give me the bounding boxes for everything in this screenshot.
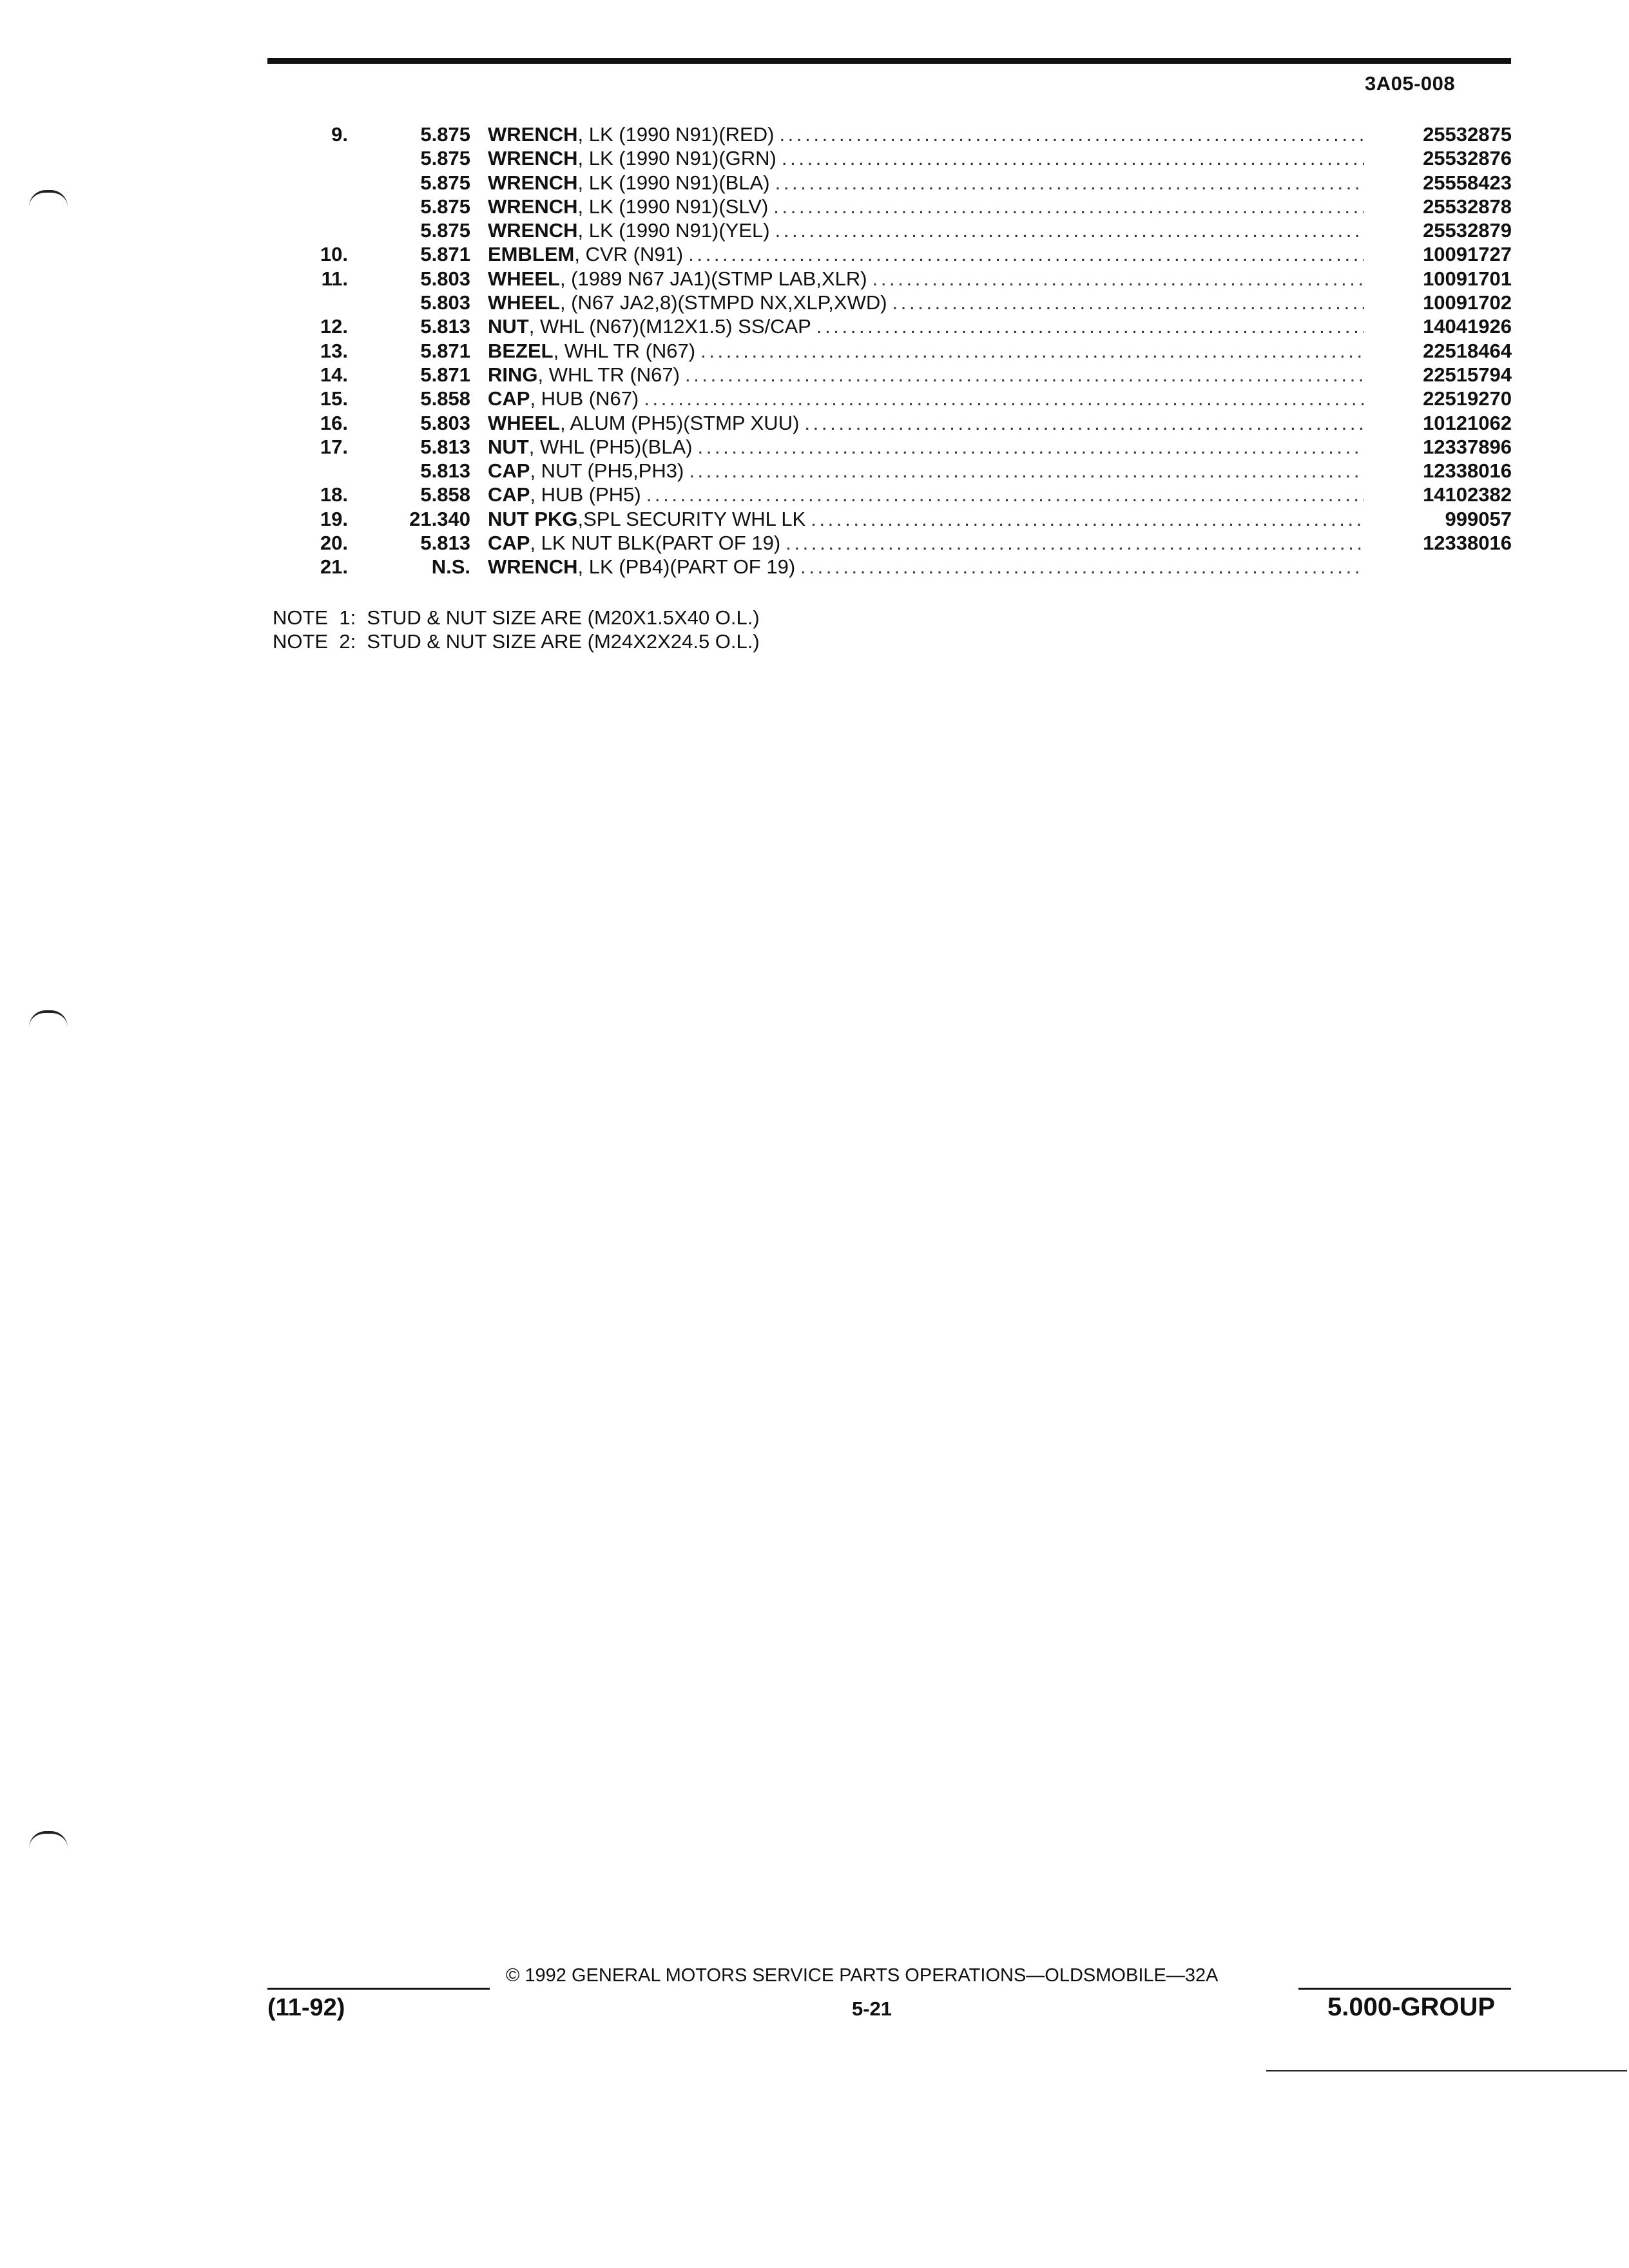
parts-row: [0, 483, 1629, 506]
part-name: WRENCH: [488, 171, 578, 194]
part-description: [488, 435, 1364, 459]
part-name: NUT: [488, 435, 529, 458]
group-number: 5.875: [420, 147, 470, 170]
leader-dots: [782, 146, 1364, 170]
footer-group: 5.000-GROUP: [1327, 1993, 1496, 2021]
group-number: 5.875: [420, 219, 470, 242]
item-number: 19.: [320, 507, 348, 530]
footer-rule-right: [1298, 1988, 1511, 1990]
leader-dots: [811, 507, 1364, 531]
leader-dots: [775, 218, 1364, 242]
parts-row: [0, 171, 1629, 195]
part-name: EMBLEM: [488, 243, 575, 266]
part-detail: , LK (1990 N91)(GRN): [577, 147, 776, 170]
group-number: 5.871: [420, 363, 470, 386]
item-number: 21.: [320, 555, 348, 579]
part-number: 25558423: [1423, 171, 1512, 194]
part-description: [488, 387, 1364, 410]
part-name: CAP: [488, 483, 530, 506]
group-number: 5.813: [420, 532, 470, 555]
parts-row: [0, 339, 1629, 363]
parts-row: [0, 555, 1629, 579]
item-number: 14.: [320, 363, 348, 386]
parts-row: [0, 122, 1629, 146]
top-rule: [267, 58, 1511, 64]
leader-dots: [773, 195, 1364, 218]
parts-row: [0, 531, 1629, 555]
binder-hole-mark: [29, 1010, 68, 1027]
group-number: 5.803: [420, 267, 470, 290]
part-description: [488, 242, 1364, 266]
part-number: 12338016: [1423, 459, 1512, 483]
part-number: 25532875: [1423, 123, 1512, 146]
part-description: [488, 483, 1364, 506]
group-number: 5.803: [420, 411, 470, 434]
part-number: 10091701: [1423, 267, 1512, 290]
part-number: 10091702: [1423, 291, 1512, 314]
group-number: 5.858: [420, 387, 470, 410]
item-number: 10.: [320, 243, 348, 266]
item-number: 11.: [321, 267, 348, 290]
part-description: [488, 411, 1364, 435]
parts-row: [0, 507, 1629, 531]
part-name: WHEEL: [488, 291, 560, 314]
part-detail: , LK NUT BLK(PART OF 19): [530, 532, 781, 555]
item-number: 20.: [320, 532, 348, 555]
group-number: 5.803: [420, 291, 470, 314]
part-description: [488, 459, 1364, 483]
group-number: 21.340: [409, 507, 470, 530]
part-detail: , HUB (PH5): [530, 483, 641, 506]
part-detail: , WHL TR (N67): [553, 339, 696, 362]
parts-row: [0, 291, 1629, 314]
part-number: 10091727: [1423, 243, 1512, 266]
group-number: 5.871: [420, 243, 470, 266]
part-number: 12338016: [1423, 532, 1512, 555]
part-number: 25532878: [1423, 195, 1512, 218]
leader-dots: [800, 555, 1364, 579]
part-detail: , LK (1990 N91)(SLV): [577, 195, 769, 218]
part-description: [488, 146, 1364, 170]
parts-row: [0, 363, 1629, 387]
part-detail: , CVR (N91): [574, 243, 684, 266]
part-detail: , WHL (N67)(M12X1.5) SS/CAP: [528, 315, 811, 338]
item-number: 12.: [320, 315, 348, 338]
leader-dots: [700, 339, 1364, 363]
part-number: 999057: [1445, 507, 1512, 530]
group-number: 5.875: [420, 171, 470, 194]
part-description: [488, 291, 1364, 314]
group-number: 5.875: [420, 123, 470, 146]
part-detail: , LK (1990 N91)(RED): [577, 123, 775, 146]
bottom-rule: [1266, 2070, 1627, 2071]
footer-date-code: (11-92): [267, 1994, 345, 2021]
item-number: 13.: [320, 339, 348, 362]
part-detail: , HUB (N67): [530, 387, 639, 410]
item-number: 18.: [320, 483, 348, 506]
part-name: CAP: [488, 459, 530, 483]
part-number: 14102382: [1423, 483, 1512, 506]
leader-dots: [804, 411, 1364, 435]
part-number: 12337896: [1423, 435, 1512, 458]
group-number: 5.813: [420, 459, 470, 483]
part-detail: , LK (1990 N91)(YEL): [577, 219, 770, 242]
parts-row: [0, 459, 1629, 483]
leader-dots: [892, 291, 1364, 314]
leader-dots: [685, 363, 1364, 387]
part-description: [488, 195, 1364, 218]
part-number: 22515794: [1423, 363, 1512, 386]
part-description: [488, 507, 1364, 531]
leader-dots: [779, 122, 1364, 146]
part-number: 14041926: [1423, 315, 1512, 338]
part-name: WHEEL: [488, 411, 560, 434]
leader-dots: [872, 267, 1364, 291]
parts-row: [0, 242, 1629, 266]
part-name: CAP: [488, 387, 530, 410]
part-description: [488, 218, 1364, 242]
parts-row: [0, 411, 1629, 435]
part-detail: , LK (1990 N91)(BLA): [577, 171, 770, 194]
part-detail: , ALUM (PH5)(STMP XUU): [559, 411, 800, 434]
group-number: N.S.: [431, 555, 470, 579]
part-name: WRENCH: [488, 147, 578, 170]
leader-dots: [689, 459, 1364, 483]
item-number: 15.: [320, 387, 348, 410]
part-description: [488, 531, 1364, 555]
leader-dots: [646, 483, 1364, 506]
leader-dots: [688, 242, 1364, 266]
item-number: 16.: [320, 411, 348, 434]
part-name: NUT: [488, 315, 529, 338]
part-description: [488, 171, 1364, 195]
part-name: CAP: [488, 532, 530, 555]
part-number: 25532879: [1423, 219, 1512, 242]
part-number: 22519270: [1423, 387, 1512, 410]
leader-dots: [786, 531, 1364, 555]
notes-section: [273, 606, 760, 653]
note-line: NOTE 2: STUD & NUT SIZE ARE (M24X2X24.5 O.L.): [273, 630, 760, 653]
part-name: BEZEL: [488, 339, 554, 362]
part-description: [488, 267, 1364, 291]
part-name: WRENCH: [488, 219, 578, 242]
footer-copyright: © 1992 GENERAL MOTORS SERVICE PARTS OPERATIONS—OLDSMOBILE—32A: [506, 1965, 1219, 1986]
group-number: 5.858: [420, 483, 470, 506]
item-number: 9.: [331, 123, 348, 146]
part-description: [488, 314, 1364, 338]
part-number: 25532876: [1423, 147, 1512, 170]
parts-row: [0, 146, 1629, 170]
parts-row: [0, 387, 1629, 410]
note-line: NOTE 1: STUD & NUT SIZE ARE (M20X1.5X40 O.L.): [273, 606, 760, 629]
part-name: NUT PKG: [488, 507, 578, 530]
group-number: 5.813: [420, 315, 470, 338]
part-detail: ,SPL SECURITY WHL LK: [577, 507, 806, 530]
binder-hole-mark: [29, 1831, 68, 1848]
part-detail: , (N67 JA2,8)(STMPD NX,XLP,XWD): [559, 291, 887, 314]
document-code: 3A05-008: [1365, 72, 1456, 95]
leader-dots: [698, 435, 1365, 459]
part-name: WRENCH: [488, 123, 578, 146]
part-detail: , (1989 N67 JA1)(STMP LAB,XLR): [559, 267, 867, 290]
footer-page-number: 5-21: [852, 1997, 892, 2020]
part-name: WRENCH: [488, 555, 578, 579]
part-description: [488, 555, 1364, 579]
parts-list: [0, 122, 1629, 579]
parts-row: [0, 314, 1629, 338]
footer-rule-left: [267, 1988, 490, 1990]
part-detail: , LK (PB4)(PART OF 19): [577, 555, 796, 579]
part-description: [488, 363, 1364, 387]
part-number: 22518464: [1423, 339, 1512, 362]
leader-dots: [816, 314, 1364, 338]
part-description: [488, 122, 1364, 146]
group-number: 5.875: [420, 195, 470, 218]
parts-row: [0, 195, 1629, 218]
parts-row: [0, 267, 1629, 291]
item-number: 17.: [320, 435, 348, 458]
part-detail: , NUT (PH5,PH3): [530, 459, 684, 483]
part-description: [488, 339, 1364, 363]
parts-row: [0, 435, 1629, 459]
part-name: RING: [488, 363, 538, 386]
group-number: 5.813: [420, 435, 470, 458]
part-number: 10121062: [1423, 411, 1512, 434]
part-name: WHEEL: [488, 267, 560, 290]
leader-dots: [644, 387, 1364, 410]
group-number: 5.871: [420, 339, 470, 362]
parts-row: [0, 218, 1629, 242]
leader-dots: [775, 171, 1364, 195]
part-name: WRENCH: [488, 195, 578, 218]
part-detail: , WHL (PH5)(BLA): [528, 435, 693, 458]
part-detail: , WHL TR (N67): [537, 363, 680, 386]
